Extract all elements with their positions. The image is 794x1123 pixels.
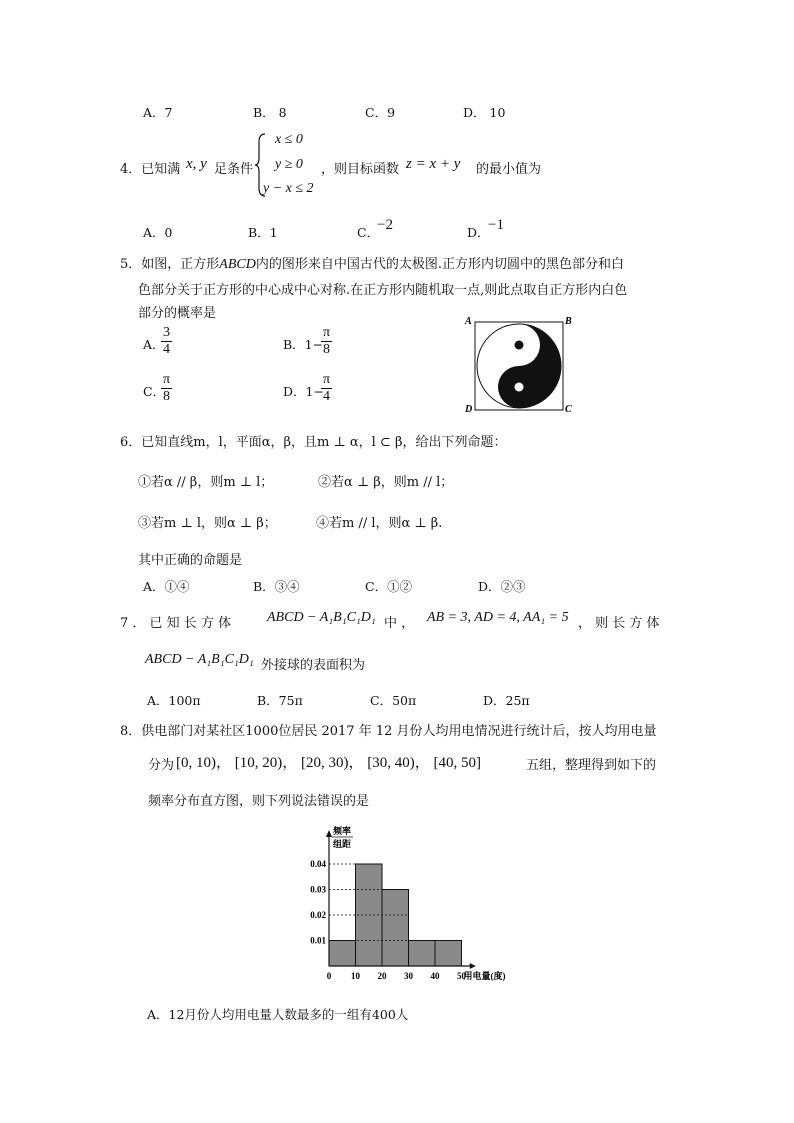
q4-option-c-value: −2	[377, 217, 393, 233]
q5-stem-line2: 色部分关于正方形的中心成中心对称.在正方形内随机取一点,则此点取自正方形内白色	[138, 283, 628, 298]
q4-objective: z = x + y	[406, 156, 461, 172]
q3-option-c: C．9	[365, 105, 396, 120]
q5-square-name: ABCD	[219, 257, 256, 272]
taiji-label-b: B	[565, 316, 572, 327]
q7-solid-name: ABCD − A₁B₁C₁D₁	[267, 610, 376, 625]
q6-stem: 6．已知直线m，l，平面α，β，且m ⊥ α，l ⊂ β，给出下列命题：	[120, 435, 507, 450]
q4-end: 的最小值为	[476, 162, 542, 177]
q4-vars: x, y	[186, 156, 207, 172]
q5-option-a-num: 3	[163, 325, 170, 340]
q5-option-b-den: 8	[323, 342, 331, 357]
histogram-x-tick-label: 0	[326, 971, 332, 981]
histogram-y-label-bottom: 组距	[333, 839, 352, 849]
q4-after: ，则目标函数	[321, 162, 400, 177]
q4-option-c-label: C．	[357, 225, 380, 240]
histogram-y-tick-label: 0.02	[310, 910, 326, 920]
q4-condition-label: 足条件	[214, 162, 254, 177]
q8-stem-line2-end: 五组，整理得到如下的	[526, 758, 657, 773]
q5-option-a-fraction	[161, 325, 172, 358]
q5-option-a-label: A．	[143, 337, 165, 352]
q8-intervals: [0, 10)， [10, 20)， [20, 30)， [30, 40)， [40, 50]	[176, 755, 481, 771]
q4-constraint-1: x ≤ 0	[275, 132, 303, 147]
q7-stem-start: 7 ． 已 知 长 方 体	[120, 616, 232, 631]
q6-option-d: D．②③	[478, 579, 526, 594]
q5-option-b-num: π	[323, 325, 331, 340]
q4-constraint-3: y − x ≤ 2	[263, 181, 314, 196]
q6-proposition-3: ③若m ⊥ l，则α ⊥ β；	[138, 516, 277, 531]
histogram-bar	[435, 941, 462, 967]
taiji-black-dot	[515, 341, 524, 350]
histogram-x-tick-label: 40	[430, 971, 440, 981]
q5-option-c-num: π	[163, 372, 171, 387]
taiji-label-d: D	[465, 404, 473, 415]
q7-option-c: C．50π	[370, 693, 417, 708]
q6-option-a: A．①④	[143, 579, 190, 594]
histogram-y-arrow	[326, 830, 332, 837]
q3-option-a: A．7	[143, 105, 173, 120]
q7-option-a: A．100π	[147, 693, 201, 708]
histogram-x-tick-label: 10	[351, 971, 360, 981]
q3-option-b: B． 8	[253, 105, 287, 120]
histogram-x-tick-label: 20	[377, 971, 387, 981]
taiji-symbol	[477, 324, 561, 408]
histogram-y-tick-label: 0.04	[310, 859, 326, 869]
q5-option-d-label: D．1−	[283, 384, 324, 399]
q4-option-a: A．0	[143, 225, 173, 240]
q5-option-d-den: 4	[323, 389, 331, 404]
q4-constraint-2: y ≥ 0	[275, 157, 303, 172]
histogram-y-tick-label: 0.03	[310, 884, 326, 895]
histogram-y-tick-label: 0.01	[310, 935, 326, 946]
histogram-x-tick-label: 50	[457, 971, 466, 981]
q6-proposition-2: ②若α ⊥ β，则m // l；	[318, 475, 454, 490]
q7-stem-end: ， 则 长 方 体	[578, 616, 660, 631]
q8-option-a: A．12月份人均用电量人数最多的一组有400人	[147, 1007, 409, 1022]
q6-question: 其中正确的命题是	[138, 553, 243, 568]
q7-solid-name-2: ABCD − A₁B₁C₁D₁	[145, 652, 254, 667]
histogram-x-arrow	[470, 963, 476, 969]
q7-option-d: D．25π	[483, 693, 530, 708]
q5-option-a-den: 4	[163, 342, 170, 357]
frequency-histogram	[298, 824, 528, 984]
q5-stem-start: 5．如图，正方形	[120, 257, 220, 272]
q5-option-d-fraction	[321, 372, 332, 405]
histogram-bar	[382, 890, 409, 967]
taiji-label-a: A	[465, 316, 472, 327]
histogram-x-label: 用电量(度)	[463, 971, 506, 981]
q5-option-c-fraction	[161, 372, 172, 405]
q5-option-b-label: B．1−	[283, 337, 324, 352]
q6-option-c: C．①②	[365, 579, 413, 594]
q5-option-c-den: 8	[163, 389, 171, 404]
q8-stem-line2-start: 分为	[148, 758, 175, 773]
histogram-y-label-top: 频率	[333, 826, 352, 836]
taiji-white-dot	[515, 383, 524, 392]
histogram-x-tick-label: 30	[404, 971, 413, 981]
q5-option-d-num: π	[323, 372, 331, 387]
q3-option-d: D． 10	[463, 105, 506, 120]
q6-proposition-1: ①若α // β，则m ⊥ l；	[138, 475, 274, 490]
q6-proposition-4: ④若m // l，则α ⊥ β.	[316, 516, 443, 531]
histogram-bar	[409, 941, 436, 967]
q7-stem-line2: 外接球的表面积为	[261, 658, 366, 673]
q7-dimensions: AB = 3, AD = 4, AA₁ = 5	[427, 610, 569, 625]
q5-stem-line3: 部分的概率是	[138, 306, 217, 321]
q8-stem-line3: 频率分布直方图，则下列说法错误的是	[148, 794, 370, 809]
q6-option-b: B．③④	[253, 579, 300, 594]
q4-prefix: 4．已知满	[120, 162, 181, 177]
q5-option-c-label: C．	[143, 384, 166, 399]
q4-option-d-label: D．	[467, 225, 490, 240]
taiji-label-c: C	[565, 404, 572, 415]
q4-option-d-value: −1	[488, 217, 504, 233]
q5-option-b-fraction	[321, 325, 332, 358]
q5-stem-end: 内的图形来自中国古代的太极图.正方形内切圆中的黑色部分和白	[255, 257, 624, 272]
q4-option-b: B．1	[248, 225, 278, 240]
q7-stem-mid: 中 ，	[384, 616, 415, 631]
q7-option-b: B．75π	[257, 693, 303, 708]
histogram-bar	[329, 941, 356, 967]
taiji-figure	[462, 312, 574, 416]
q8-stem-line1: 8．供电部门对某社区1000位居民 2017 年 12 月份人均用电情况进行统计后，按人均用电量	[120, 724, 657, 739]
